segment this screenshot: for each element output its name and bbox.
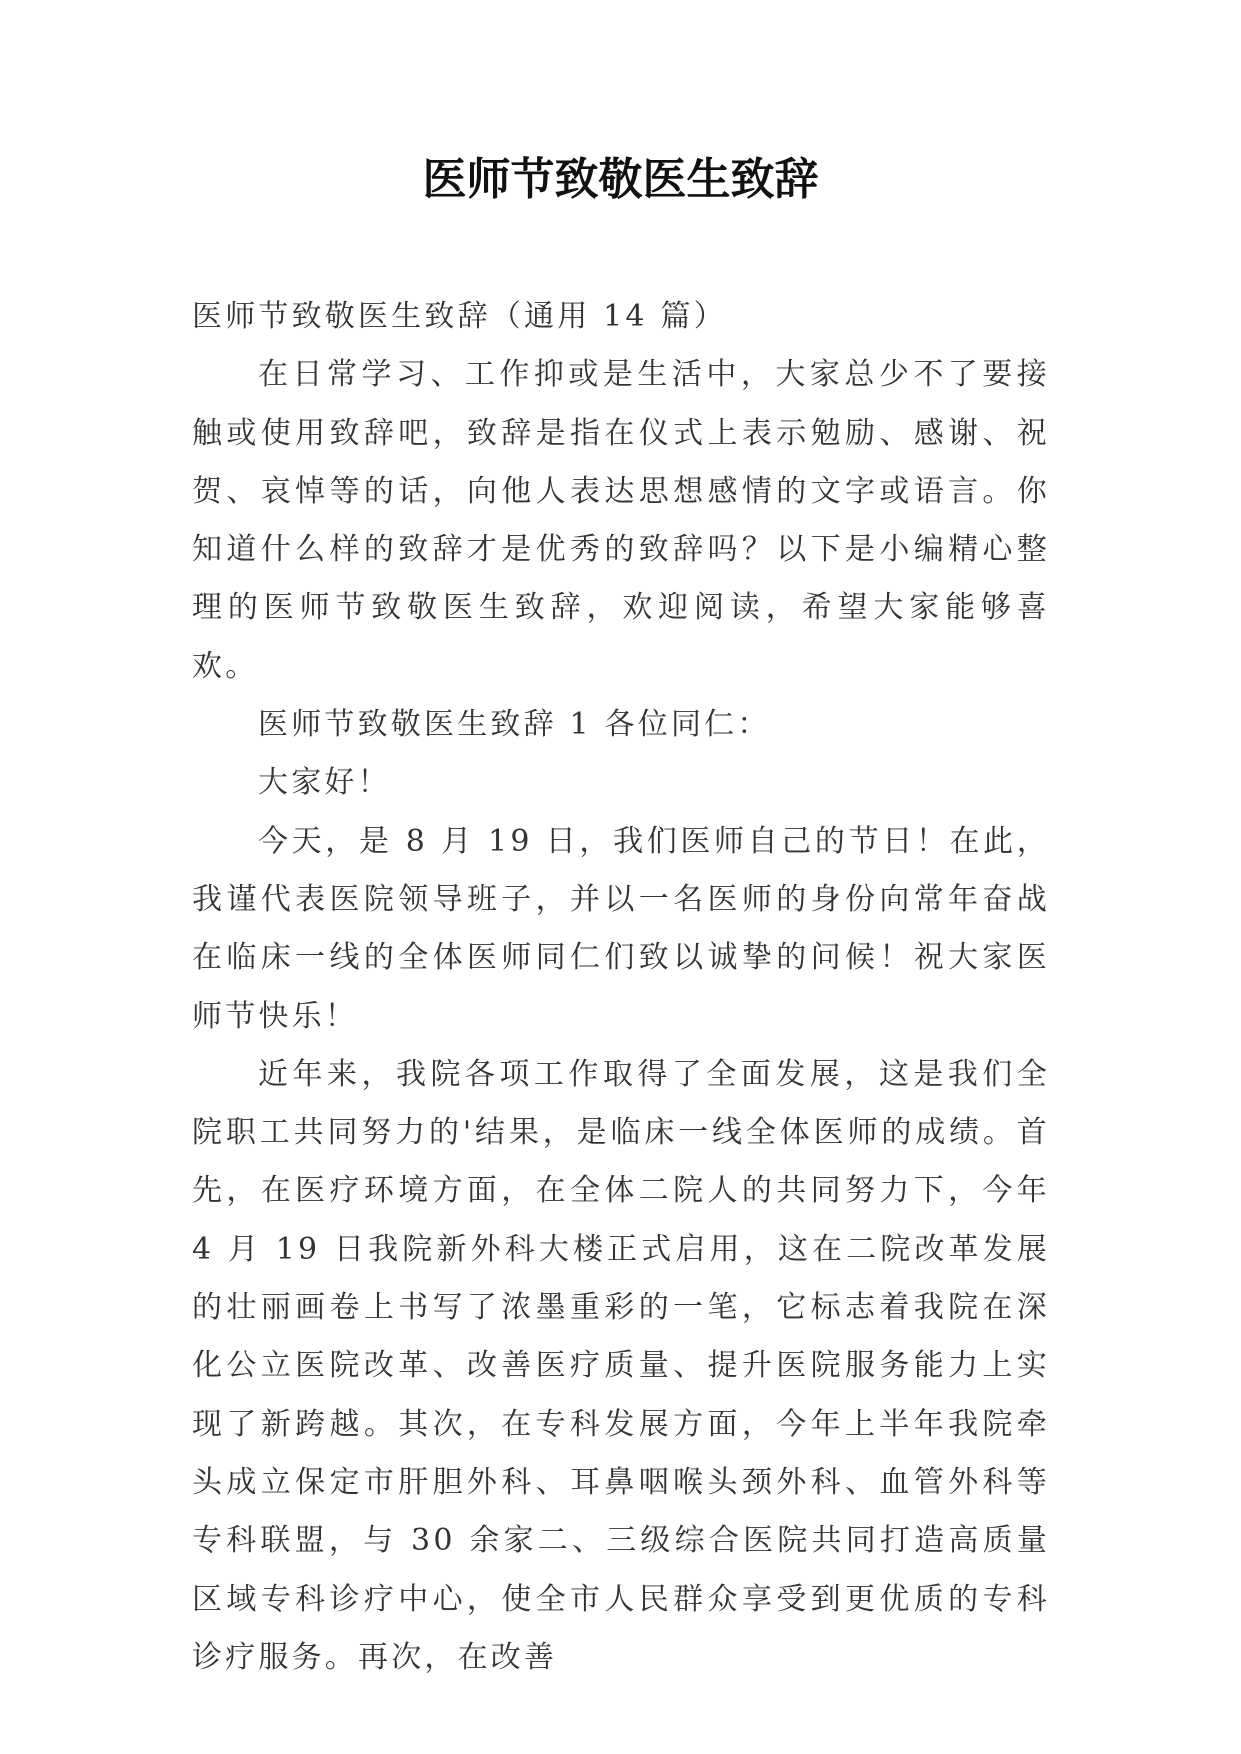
document-body [192,288,1050,1687]
intro-paragraph: 在日常学习、工作抑或是生活中，大家总少不了要接触或使用致辞吧，致辞是指在仪式上表示勉励、感谢、祝贺、哀悼等的话，向他人表达思想感情的文字或语言。你知道什么样的致辞才是优秀的致辞吗？以下是小编精心整理的医师节致敬医生致辞，欢迎阅读，希望大家能够喜欢。 [192,357,1050,684]
body-paragraph: 今天，是 8 月 19 日，我们医师自己的节日！在此，我谨代表医院领导班子，并以一名医师的身份向常年奋战在临床一线的全体医师同仁们致以诚挚的问候！祝大家医师节快乐！ [192,823,1050,1034]
greeting-paragraph: 大家好！ [258,765,391,801]
document-subtitle: 医师节致敬医生致辞（通用 14 篇） [192,299,727,334]
document-title: 医师节致敬医生致辞 [422,154,819,205]
section-heading-1: 医师节致敬医生致辞 1 各位同仁： [258,707,771,743]
body-paragraph: 近年来，我院各项工作取得了全面发展，这是我们全院职工共同努力的'结果，是临床一线全体医师的成绩。首先，在医疗环境方面，在全体二院人的共同努力下，今年 4 月 19 日我院新外科大楼正式启用，这在二院改革发展的壮丽画卷上书写了浓墨重彩的一笔，它标志着我院在深化公立医院改革、改善医疗质量、提升医院服务能力上实现了新跨越。其次，在专科发展方面，今年上半年我院牵头成立保定市肝胆外科、耳鼻咽喉头颈外科、血管外科等专科联盟，与 30 余家二、三级综合医院共同打造高质量区域专科诊疗中心，使全市人民群众享受到更优质的专科诊疗服务。再次，在改善 [192,1056,1050,1675]
